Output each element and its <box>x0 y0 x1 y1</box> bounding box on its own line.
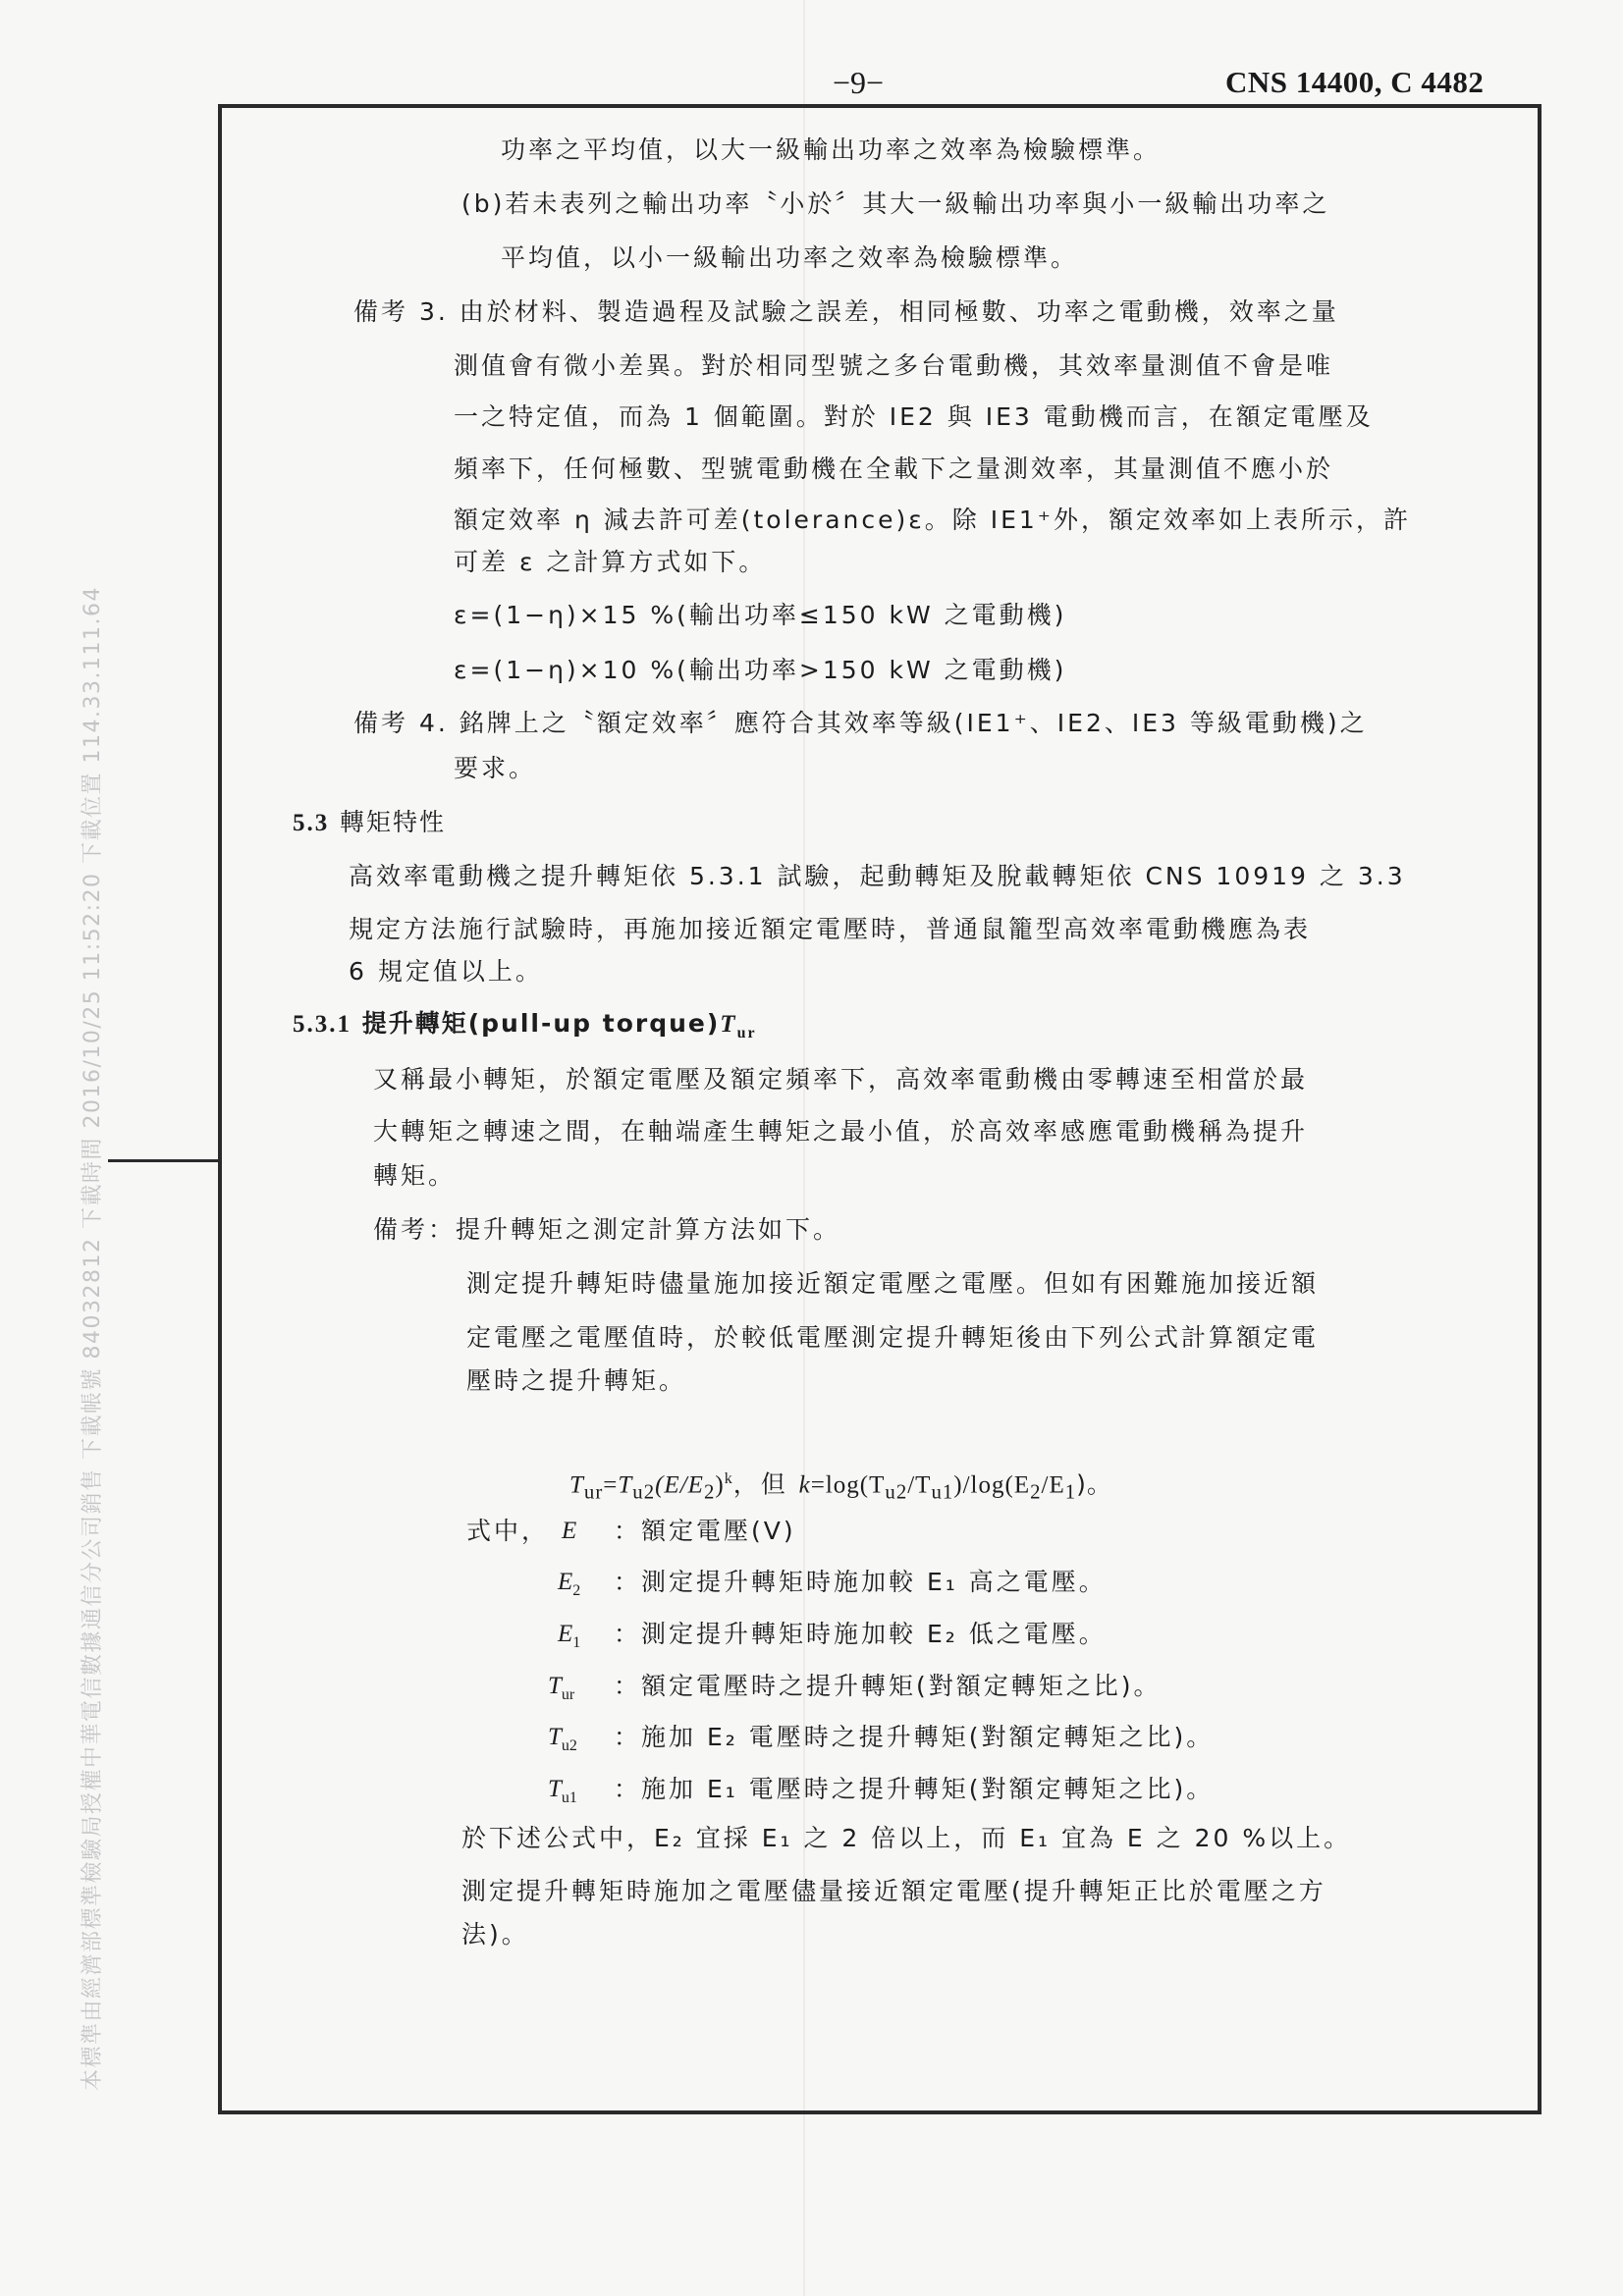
def-6-text: ：施加 E₁ 電壓時之提升轉矩(對額定轉矩之比)。 <box>614 1775 1215 1803</box>
formula-k-end: )。 <box>1076 1469 1112 1499</box>
formula-note-line: 於下述公式中，E₂ 宜採 E₁ 之 2 倍以上，而 E₁ 宜為 E 之 20 %以上。 <box>461 1824 1352 1852</box>
note-4-line-1: 備考 4. 銘牌上之〝額定效率〞應符合其效率等級(IE1⁺、IE2、IE3 等級電動機)之 <box>353 709 1368 737</box>
note-3-line-3: 一之特定值，而為 1 個範圍。對於 IE2 與 IE3 電動機而言，在額定電壓及 <box>454 402 1374 431</box>
watermark: 本標準由經濟部標準檢驗局授權中華電信數據通信分公司銷售 下載帳號 84032812 下載時間 2016/10/25 11:52:20 下載位置 114.33.111.64 <box>81 586 105 2091</box>
note-4-line-2: 要求。 <box>454 754 537 782</box>
formula-k-sub4: 1 <box>1064 1479 1077 1504</box>
section-5-3-line-2: 規定方法施行試驗時，再施加接近額定電壓時，普通鼠籠型高效率電動機應為表 <box>349 915 1312 943</box>
note-3-line-6: 可差 ε 之計算方式如下。 <box>454 548 767 576</box>
section-5-3-line-3: 6 規定值以上。 <box>349 957 543 986</box>
tolerance-formula-2: ε=(1−η)×10 %(輸出功率>150 kW 之電動機) <box>454 656 1067 684</box>
def-3-text: ：測定提升轉矩時施加較 E₂ 低之電壓。 <box>614 1620 1107 1648</box>
def-5-text: ：施加 E₂ 電壓時之提升轉矩(對額定轉矩之比)。 <box>614 1723 1215 1751</box>
body-line-1: 功率之平均值，以大一級輸出功率之效率為檢驗標準。 <box>501 135 1162 164</box>
section-5-3-1-heading <box>293 1009 757 1048</box>
formula-k-expr: =log(T <box>810 1471 886 1499</box>
note-line-4: 壓時之提升轉矩。 <box>466 1366 687 1395</box>
def-4-symbol: $T_{ur}$ <box>548 1673 575 1703</box>
formula-t2-sub: u2 <box>632 1479 656 1504</box>
formula-t2: T <box>618 1471 633 1499</box>
section-5-3-heading <box>293 808 446 838</box>
formula-ratio-sub: 2 <box>703 1479 716 1504</box>
note-line-1: 備考：提升轉矩之測定計算方法如下。 <box>373 1215 841 1244</box>
final-line-2: 法)。 <box>461 1920 529 1949</box>
section-5-3-1-line-2: 大轉矩之轉速之間，在軸端產生轉矩之最小值，於高效率感應電動機稱為提升 <box>373 1117 1309 1146</box>
formula-eq: = <box>603 1471 619 1499</box>
note-3-line-1: 備考 3. 由於材料、製造過程及試驗之誤差，相同極數、功率之電動機，效率之量 <box>353 297 1339 326</box>
body-line-2: (b)若未表列之輸出功率〝小於〞其大一級輸出功率與小一級輸出功率之 <box>461 189 1330 218</box>
tolerance-formula-1: ε=(1−η)×15 %(輸出功率≤150 kW 之電動機) <box>454 601 1067 629</box>
standard-code: CNS 14400, C 4482 <box>1225 65 1485 99</box>
def-3-symbol: $E_1$ <box>558 1621 581 1651</box>
note-3-line-5: 額定效率 η 減去許可差(tolerance)ε。除 IE1⁺外，額定效率如上表所示，許 <box>454 506 1411 534</box>
def-1-text: ：額定電壓(V) <box>614 1517 796 1545</box>
section-5-3-1-line-1: 又稱最小轉矩，於額定電壓及額定頻率下，高效率電動機由零轉速至相當於最 <box>373 1065 1309 1094</box>
note-3-line-2: 測值會有微小差異。對於相同型號之多台電動機，其效率量測值不會是唯 <box>454 351 1334 380</box>
formula-ratio-close: ) <box>715 1471 725 1499</box>
section-5-3-line-1: 高效率電動機之提升轉矩依 5.3.1 試驗，起動轉矩及脫載轉矩依 CNS 10919 之 3.3 <box>349 862 1406 890</box>
note-line-2: 測定提升轉矩時儘量施加接近額定電壓之電壓。但如有困難施加接近額 <box>466 1269 1320 1298</box>
where-label: 式中， <box>466 1517 550 1545</box>
def-1-symbol: E <box>562 1518 577 1544</box>
formula-k-div2: /E <box>1041 1471 1065 1499</box>
formula-exponent: k <box>724 1470 733 1487</box>
def-5-symbol: $T_{u2}$ <box>548 1724 577 1754</box>
frame-side-tick <box>108 1159 220 1162</box>
formula-k-sub3: 2 <box>1030 1479 1042 1504</box>
def-4-text: ：額定電壓時之提升轉矩(對額定轉矩之比)。 <box>614 1672 1162 1700</box>
section-5-3-1-title: 提升轉矩(pull-up torque) <box>361 1009 721 1038</box>
formula-lhs-sub: ur <box>583 1479 604 1504</box>
formula-k: k <box>798 1471 811 1499</box>
formula-k-div: /T <box>907 1471 932 1499</box>
section-5-3-1-number: 5.3.1 <box>293 1011 352 1038</box>
page-number: −9− <box>833 65 885 100</box>
section-5-3-number: 5.3 <box>293 810 330 836</box>
def-2-symbol: $E_2$ <box>558 1569 581 1599</box>
def-2-text: ：測定提升轉矩時施加較 E₁ 高之電壓。 <box>614 1568 1107 1596</box>
section-5-3-1-symbol: T <box>720 1011 737 1038</box>
def-6-symbol: $T_{u1}$ <box>548 1776 577 1806</box>
final-line-1: 測定提升轉矩時施加之電壓儘量接近額定電壓(提升轉矩正比於電壓之方 <box>461 1877 1326 1905</box>
formula-k-mid: )/log(E <box>953 1471 1031 1499</box>
pull-up-torque-formula <box>569 1465 1112 1506</box>
formula-k-sub1: u2 <box>885 1479 908 1504</box>
section-5-3-title: 轉矩特性 <box>339 808 446 836</box>
body-line-3: 平均值，以小一級輸出功率之效率為檢驗標準。 <box>501 243 1079 272</box>
formula-lhs: T <box>569 1471 584 1499</box>
section-5-3-1-line-3: 轉矩。 <box>373 1161 457 1190</box>
formula-mid: ，但 <box>732 1469 799 1499</box>
formula-k-sub2: u1 <box>931 1479 954 1504</box>
note-3-line-4: 頻率下，任何極數、型號電動機在全載下之量測效率，其量測值不應小於 <box>454 454 1334 483</box>
formula-ratio: (E/E <box>655 1471 704 1499</box>
section-5-3-1-symbol-sub: ur <box>736 1025 757 1041</box>
note-line-3: 定電壓之電壓值時，於較低電壓測定提升轉矩後由下列公式計算額定電 <box>466 1323 1320 1352</box>
